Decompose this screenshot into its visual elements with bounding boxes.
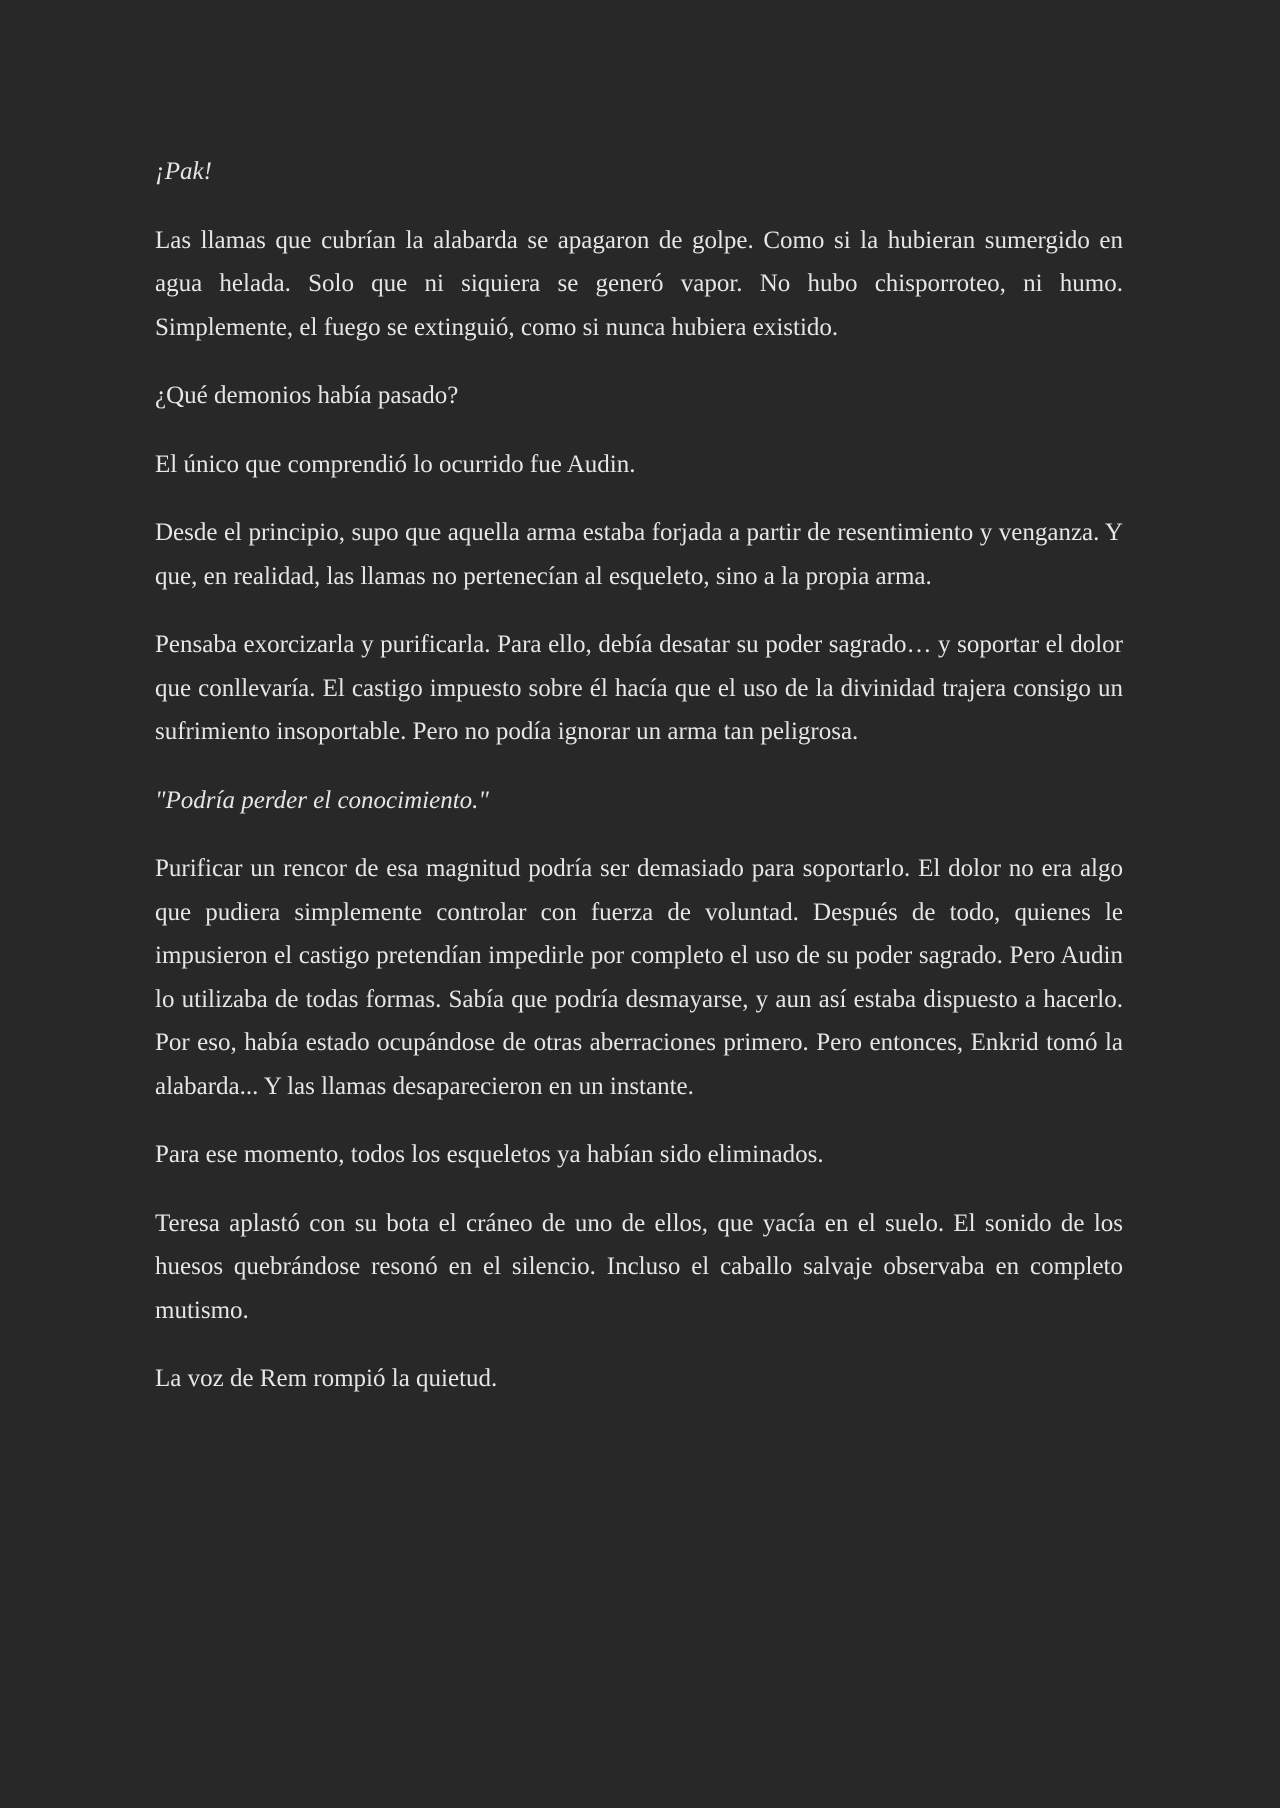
paragraph: ¿Qué demonios había pasado?: [155, 382, 459, 409]
paragraph: Teresa aplastó con su bota el cráneo de uno de ellos, que yacía en el suelo. El sonido de los huesos quebrándose resonó en el silencio. Incluso el caballo salvaje observaba en completo mutismo.: [155, 1209, 1123, 1324]
paragraph: Desde el principio, supo que aquella arma estaba forjada a partir de resentimiento y venganza. Y que, en realidad, las llamas no pertenecían al esqueleto, sino a la propia arma.: [155, 519, 1123, 590]
paragraph-sound-effect: ¡Pak!: [155, 158, 212, 185]
paragraph: Purificar un rencor de esa magnitud podría ser demasiado para soportarlo. El dolor no era algo que pudiera simplemente controlar con fuerza de voluntad. Después de todo, quienes le impusieron el castigo pretendían impedirle por completo el uso de su poder sagrado. Pero Audin lo utilizaba de todas formas. Sabía que podría desmayarse, y aun así estaba dispuesto a hacerlo. Por eso, había estado ocupándose de otras aberraciones primero. Pero entonces, Enkrid tomó la alabarda... Y las llamas desaparecieron en un instante.: [155, 855, 1123, 1100]
paragraph: Pensaba exorcizarla y purificarla. Para ello, debía desatar su poder sagrado… y soportar el dolor que conllevaría. El castigo impuesto sobre él hacía que el uso de la divinidad trajera consigo un sufrimiento insoportable. Pero no podía ignorar un arma tan peligrosa.: [155, 631, 1123, 745]
paragraph-thought: "Podría perder el conocimiento.": [155, 786, 489, 814]
chapter-text: [155, 150, 1123, 1401]
paragraph: La voz de Rem rompió la quietud.: [155, 1365, 498, 1392]
paragraph: Las llamas que cubrían la alabarda se apagaron de golpe. Como si la hubieran sumergido en agua helada. Solo que ni siquiera se generó vapor. No hubo chisporroteo, ni humo. Simplemente, el fuego se extinguió, como si nunca hubiera existido.: [155, 226, 1123, 341]
paragraph: Para ese momento, todos los esqueletos ya habían sido eliminados.: [155, 1141, 824, 1168]
paragraph: El único que comprendió lo ocurrido fue Audin.: [155, 450, 636, 478]
